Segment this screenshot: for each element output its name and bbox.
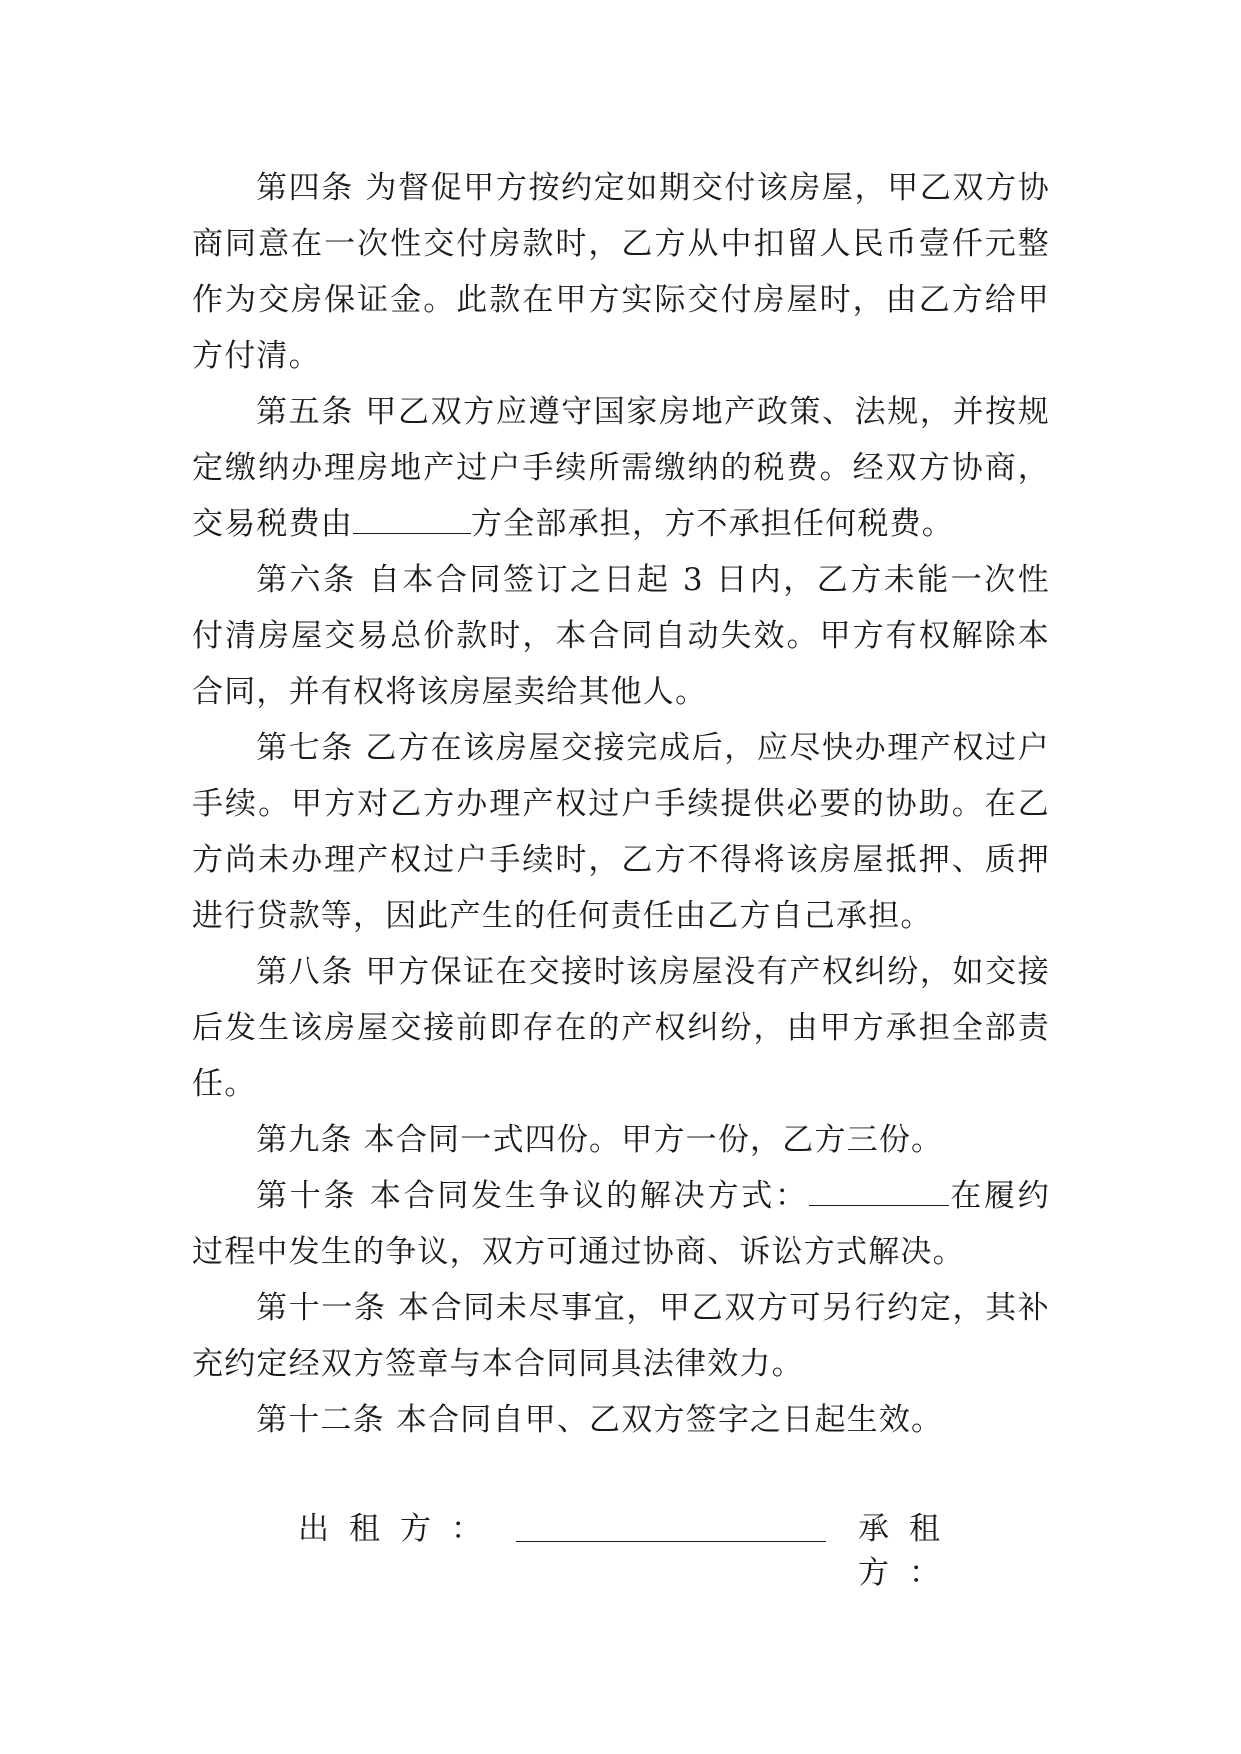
article-5-text-after: 方全部承担，方不承担任何税费。 [471, 506, 954, 542]
article-7: 第七条 乙方在该房屋交接完成后，应尽快办理产权过户手续。甲方对乙方办理产权过户手续提供必要的协助。在乙方尚未办理产权过户手续时，乙方不得将该房屋抵押、质押进行贷款等，因此产生的任何责任由乙方自己承担。 [192, 730, 1050, 934]
article-5 [192, 384, 1050, 552]
lessee-label: 承租方： [858, 1511, 960, 1591]
article-10-text-after: 在履约过程中发生的争议，双方可通过协商、诉讼方式解决。 [192, 1178, 1050, 1270]
lessor-label: 出租方： [298, 1511, 502, 1547]
article-5-text-before: 第五条 甲乙双方应遵守国家房地产政策、法规，并按规定缴纳办理房地产过户手续所需缴纳的税费。经双方协商，交易税费由 [192, 394, 1050, 542]
article-10 [192, 1168, 1050, 1280]
signature-row [298, 1507, 1058, 1591]
article-9: 第九条 本合同一式四份。甲方一份，乙方三份。 [256, 1122, 944, 1158]
article-11: 第十一条 本合同未尽事宜，甲乙双方可另行约定，其补充约定经双方签章与本合同同具法律效力。 [192, 1290, 1050, 1382]
article-6: 第六条 自本合同签订之日起 3 日内，乙方未能一次性付清房屋交易总价款时，本合同自动失效。甲方有权解除本合同，并有权将该房屋卖给其他人。 [192, 562, 1050, 710]
article-8: 第八条 甲方保证在交接时该房屋没有产权纠纷，如交接后发生该房屋交接前即存在的产权纠纷，由甲方承担全部责任。 [192, 954, 1050, 1102]
article-12: 第十二条 本合同自甲、乙双方签字之日起生效。 [256, 1402, 944, 1438]
article-10-text-before: 第十条 本合同发生争议的解决方式： [256, 1178, 809, 1214]
tax-payer-blank[interactable] [353, 509, 471, 534]
article-4: 第四条 为督促甲方按约定如期交付该房屋，甲乙双方协商同意在一次性交付房款时，乙方从中扣留人民币壹仟元整作为交房保证金。此款在甲方实际交付房屋时，由乙方给甲方付清。 [192, 170, 1050, 374]
contract-body [192, 160, 1050, 1448]
lessor-signature-blank[interactable] [516, 1541, 826, 1542]
dispute-method-blank[interactable] [809, 1181, 949, 1206]
